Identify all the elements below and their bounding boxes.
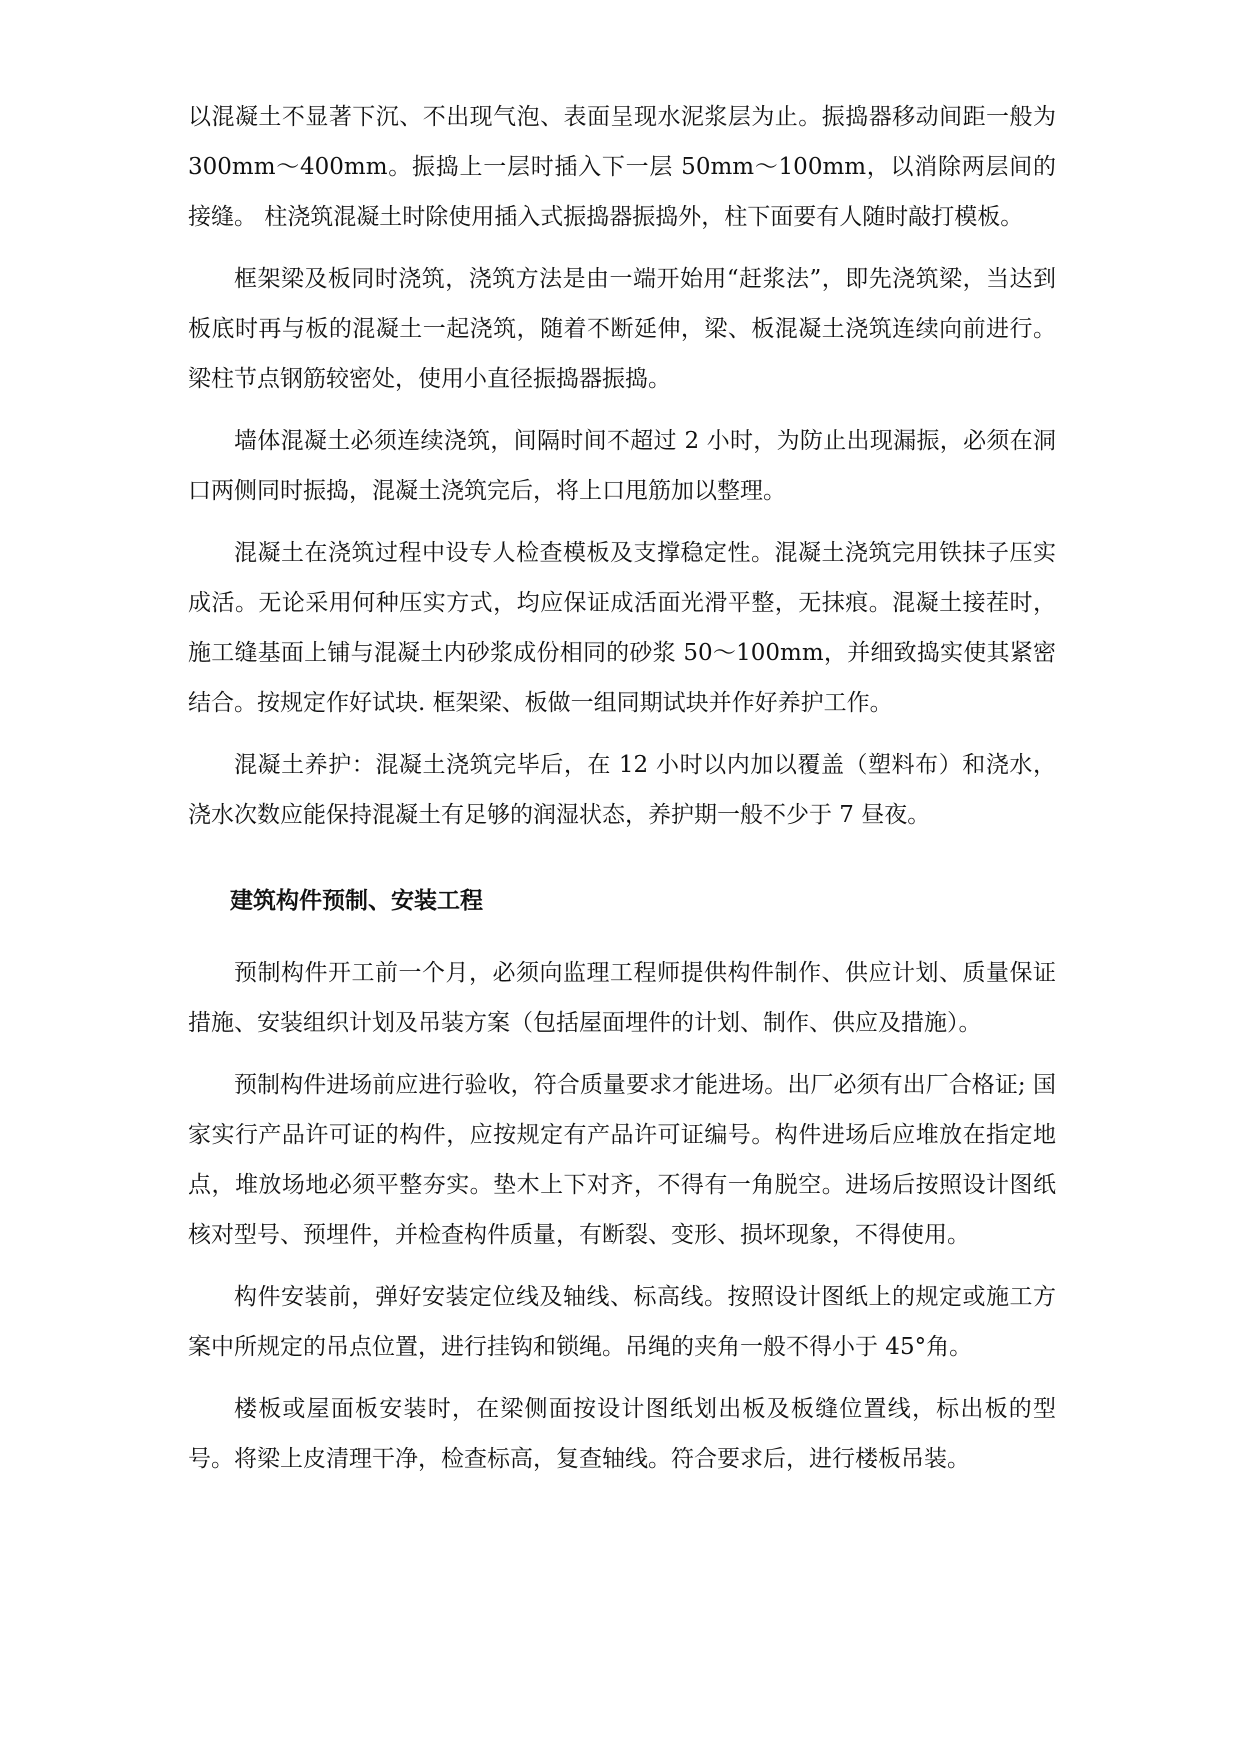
paragraph-formwork-inspection: 混凝土在浇筑过程中设专人检查模板及支撑稳定性。混凝土浇筑完用铁抹子压实成活。无论采用何种压实方式，均应保证成活面光滑平整，无抹痕。混凝土接茬时，施工缝基面上铺与混凝土内砂浆成份相同的砂浆 50～100mm，并细致捣实使其紧密结合。按规定作好试块. 框架梁、板做一组同期试块并作好养护工作。 [188,540,1056,716]
paragraph-wall-pouring: 墙体混凝土必须连续浇筑，间隔时间不超过 2 小时，为防止出现漏振，必须在洞口两侧同时振捣，混凝土浇筑完后，将上口甩筋加以整理。 [188,428,1056,504]
paragraph-beam-slab-pouring: 框架梁及板同时浇筑，浇筑方法是由一端开始用“赶浆法”，即先浇筑梁，当达到板底时再与板的混凝土一起浇筑，随着不断延伸，梁、板混凝土浇筑连续向前进行。梁柱节点钢筋较密处，使用小直径振捣器振捣。 [188,266,1056,392]
section-heading: 建筑构件预制、安装工程 [230,888,483,914]
paragraph-concrete-curing: 混凝土养护：混凝土浇筑完毕后，在 12 小时以内加以覆盖（塑料布）和浇水，浇水次数应能保持混凝土有足够的润湿状态，养护期一般不少于 7 昼夜。 [188,752,1056,828]
document-body [188,92,1056,1496]
paragraph-vibration-spacing: 以混凝土不显著下沉、不出现气泡、表面呈现水泥浆层为止。振捣器移动间距一般为 300mm～400mm。振捣上一层时插入下一层 50mm～100mm，以消除两层间的接缝。 柱浇筑混凝土时除使用插入式振捣器振捣外，柱下面要有人随时敲打模板。 [188,104,1056,230]
paragraph-installation-prep: 构件安装前，弹好安装定位线及轴线、标高线。按照设计图纸上的规定或施工方案中所规定的吊点位置，进行挂钩和锁绳。吊绳的夹角一般不得小于 45°角。 [188,1284,1056,1360]
paragraph-prefab-acceptance: 预制构件进场前应进行验收，符合质量要求才能进场。出厂必须有出厂合格证; 国家实行产品许可证的构件，应按规定有产品许可证编号。构件进场后应堆放在指定地点，堆放场地必须平整夯实。垫木上下对齐，不得有一角脱空。进场后按照设计图纸核对型号、预埋件，并检查构件质量，有断裂、变形、损坏现象，不得使用。 [188,1072,1056,1248]
paragraph-slab-installation: 楼板或屋面板安装时，在梁侧面按设计图纸划出板及板缝位置线，标出板的型号。将梁上皮清理干净，检查标高，复查轴线。符合要求后，进行楼板吊装。 [188,1396,1056,1472]
paragraph-prefab-plan: 预制构件开工前一个月，必须向监理工程师提供构件制作、供应计划、质量保证措施、安装组织计划及吊装方案（包括屋面埋件的计划、制作、供应及措施）。 [188,960,1056,1036]
